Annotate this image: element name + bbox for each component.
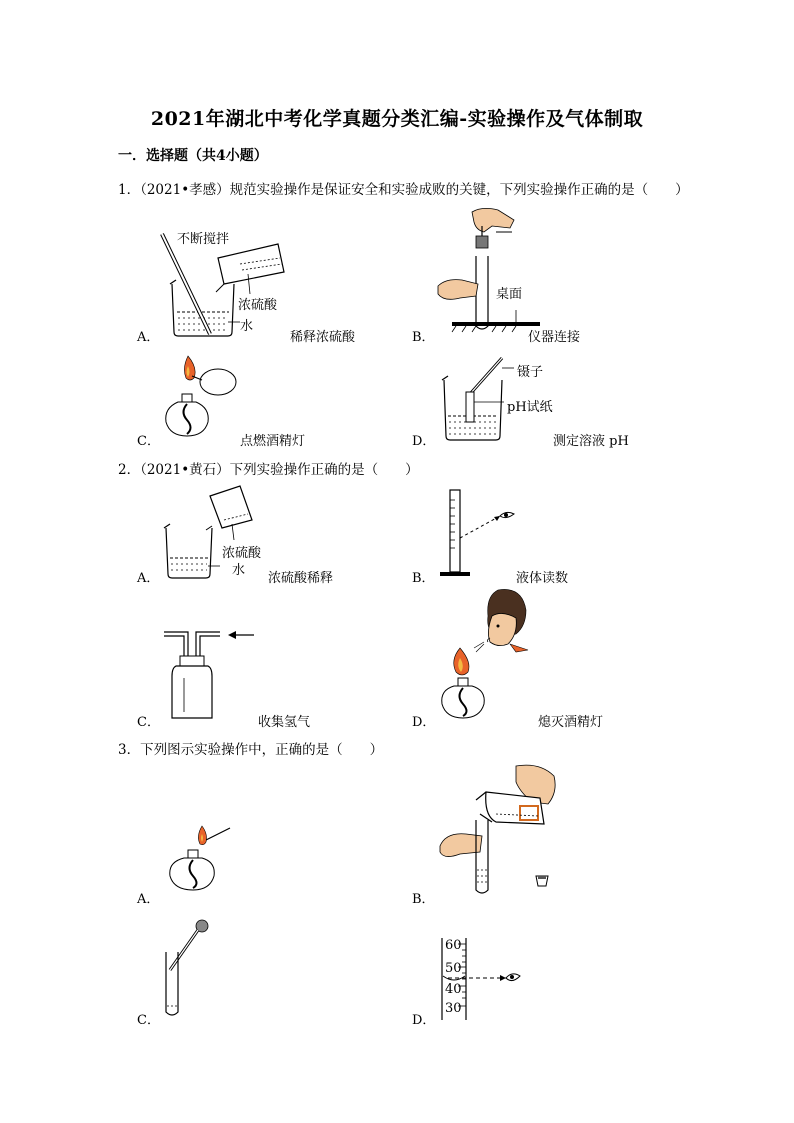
q1a-label-water: 水	[240, 319, 254, 334]
q1-option-c-caption: 点燃酒精灯	[240, 434, 306, 449]
q3-option-c-letter: C．	[137, 1013, 160, 1028]
q1d-label-ph-paper: pH试纸	[507, 400, 553, 415]
q2b-figure	[436, 486, 526, 580]
q2-option-b-letter: B．	[412, 571, 435, 586]
q1a-label-stir: 不断搅拌	[177, 232, 230, 247]
q3b-figure	[436, 762, 566, 898]
q3a-figure	[162, 822, 242, 896]
q2-option-d-letter: D．	[412, 715, 436, 730]
q3d-scale-40: 40	[445, 982, 462, 997]
q2c-figure	[162, 628, 262, 724]
question-3-stem: 3．下列图示实验操作中，正确的是（ ）	[118, 742, 384, 758]
document-title: 2021年湖北中考化学真题分类汇编-实验操作及气体制取	[150, 108, 644, 130]
q3-option-a-letter: A．	[137, 892, 160, 907]
q2a-label-water: 水	[232, 563, 246, 578]
question-2-stem: 2．（2021•黄石）下列实验操作正确的是（ ）	[118, 462, 419, 478]
q2-option-c-caption: 收集氢气	[258, 715, 311, 730]
q3d-scale-60: 60	[445, 938, 462, 953]
section-heading: 一．选择题（共4小题）	[118, 148, 268, 164]
q2a-label-acid: 浓硫酸	[222, 546, 262, 561]
q3d-scale-50: 50	[445, 961, 462, 976]
q1-option-a-caption: 稀释浓硫酸	[290, 330, 356, 345]
q1b-label-table: 桌面	[496, 287, 523, 302]
q3c-figure	[156, 918, 216, 1022]
q2-option-c-letter: C．	[137, 715, 160, 730]
q1-option-b-caption: 仪器连接	[528, 330, 581, 345]
q1b-figure	[436, 206, 546, 336]
q1-option-a-letter: A．	[137, 330, 160, 345]
question-1-stem: 1．（2021•孝感）规范实验操作是保证安全和实验成败的关键，下列实验操作正确的是（ ）	[118, 182, 689, 198]
q1-option-d-caption: 测定溶液 pH	[553, 434, 629, 449]
q3d-scale-30: 30	[445, 1001, 462, 1016]
q3-option-b-letter: B．	[412, 892, 435, 907]
q1c-figure	[156, 352, 246, 444]
q2-option-d-caption: 熄灭酒精灯	[538, 715, 604, 730]
q1d-label-tweezers: 镊子	[517, 365, 544, 380]
q1-option-d-letter: D．	[412, 434, 436, 449]
q1-option-b-letter: B．	[412, 330, 435, 345]
q1-option-c-letter: C．	[137, 434, 160, 449]
q1a-label-acid: 浓硫酸	[238, 298, 278, 313]
q2-option-b-caption: 液体读数	[516, 571, 569, 586]
q2d-figure	[436, 586, 532, 724]
q2a-figure	[160, 484, 270, 580]
q3-option-d-letter: D．	[412, 1013, 436, 1028]
q2-option-a-letter: A．	[137, 571, 160, 586]
q2-option-a-caption: 浓硫酸稀释	[268, 571, 334, 586]
